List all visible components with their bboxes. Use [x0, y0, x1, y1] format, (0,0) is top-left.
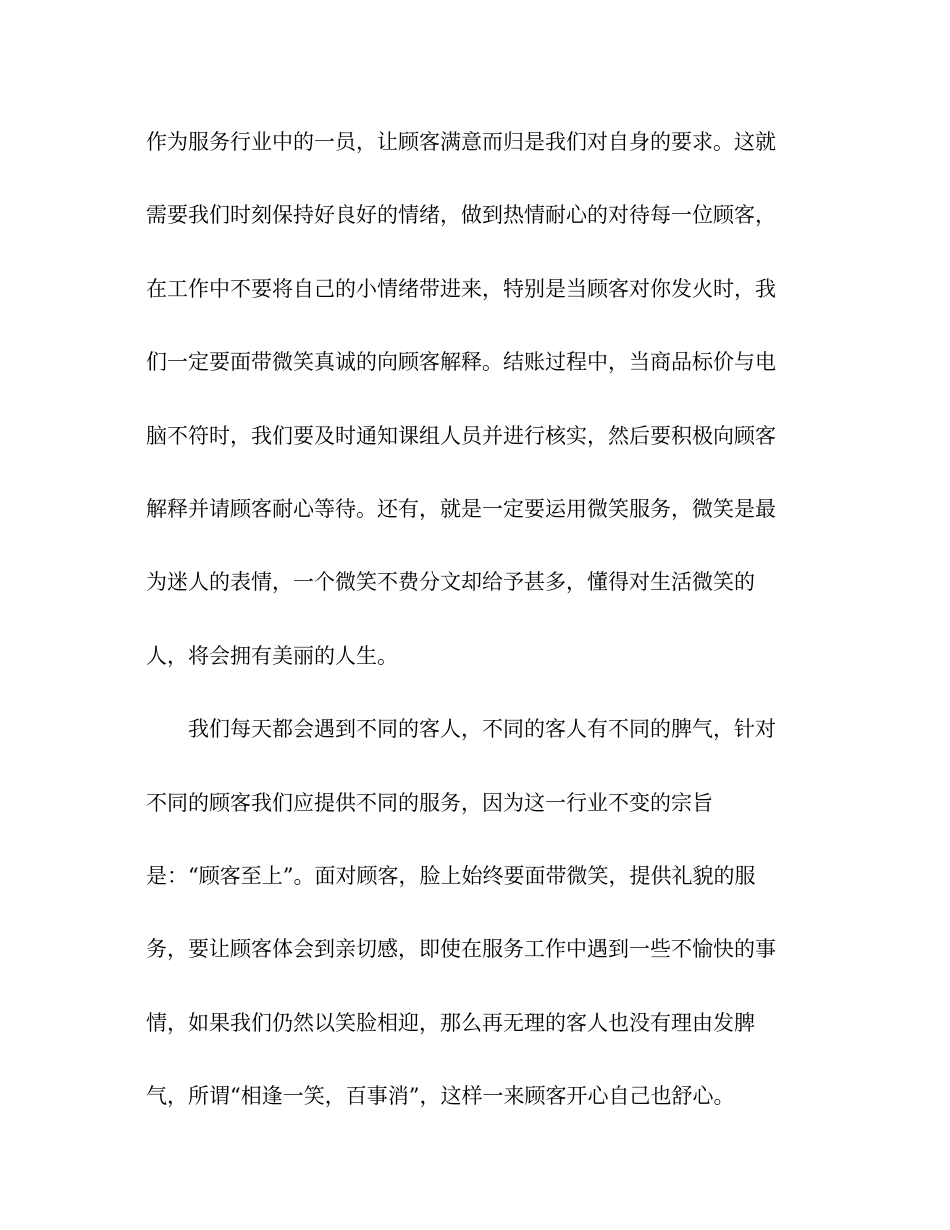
text-line: 气，所谓“相逢一笑，百事消”，这样一来顾客开心自己也舒心。	[146, 1084, 735, 1109]
text-line: 不同的顾客我们应提供不同的服务，因为这一行业不变的宗旨	[146, 790, 713, 815]
text-line: 人，将会拥有美丽的人生。	[146, 643, 398, 668]
text-line: 需要我们时刻保持好良好的情绪，做到热情耐心的对待每一位顾客，	[146, 203, 776, 228]
text-line: 情，如果我们仍然以笑脸相迎，那么再无理的客人也没有理由发脾	[146, 1010, 755, 1035]
paragraph-start-line: 我们每天都会遇到不同的客人，不同的客人有不同的脾气，针对	[188, 717, 776, 742]
text-line: 在工作中不要将自己的小情绪带进来，特别是当顾客对你发火时，我	[146, 276, 776, 301]
text-line: 是：“顾客至上”。面对顾客，脸上始终要面带微笑，提供礼貌的服	[146, 863, 756, 888]
text-line: 解释并请顾客耐心等待。还有，就是一定要运用微笑服务，微笑是最	[146, 496, 776, 521]
text-line: 作为服务行业中的一员，让顾客满意而归是我们对自身的要求。这就	[146, 130, 776, 154]
text-line: 为迷人的表情，一个微笑不费分文却给予甚多，懂得对生活微笑的	[146, 570, 755, 595]
body-text	[146, 121, 806, 1148]
text-line: 们一定要面带微笑真诚的向顾客解释。结账过程中，当商品标价与电	[146, 350, 776, 375]
text-line: 脑不符时，我们要及时通知课组人员并进行核实，然后要积极向顾客	[146, 423, 776, 448]
text-line: 务，要让顾客体会到亲切感，即使在服务工作中遇到一些不愉快的事	[146, 937, 776, 962]
